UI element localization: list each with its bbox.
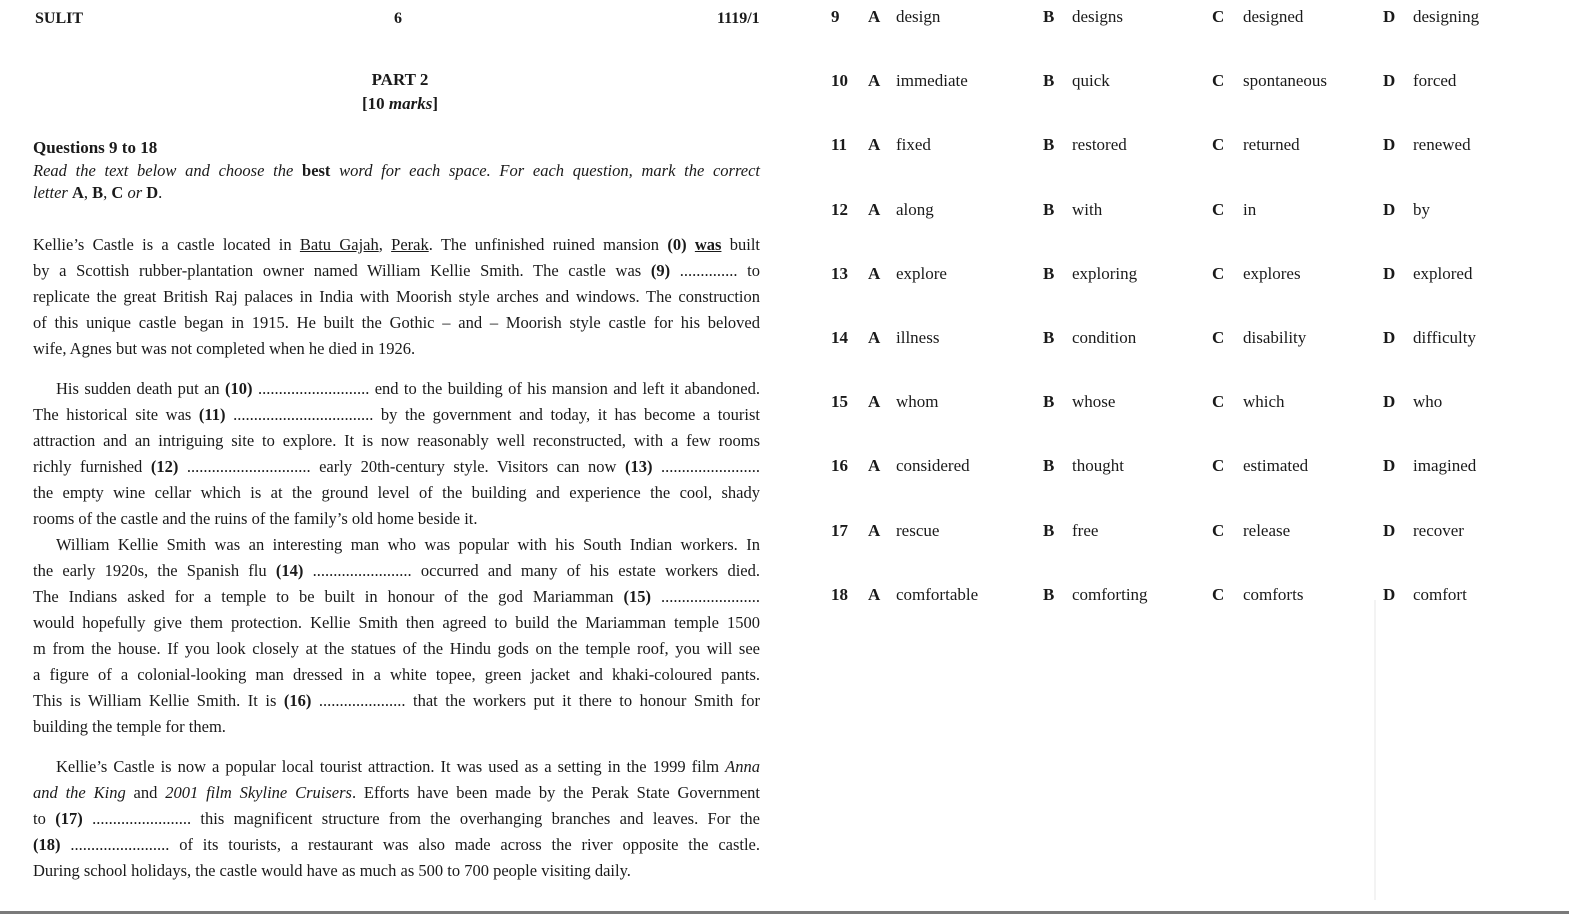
- blank-number: (0): [667, 235, 695, 254]
- option-letter: B: [1043, 520, 1055, 540]
- question-18: [0, 585, 1569, 609]
- text-segment: m from the house. If you look closely at the statues of the Hindu gods on the temple roof, you will see: [33, 639, 760, 658]
- option-text: considered: [896, 456, 970, 476]
- option-letter: B: [1043, 392, 1055, 412]
- option-letter: A: [868, 199, 881, 219]
- text-segment: word for each space. For each question, mark the correct: [330, 161, 761, 180]
- question-number: 18: [831, 584, 848, 604]
- text-segment: of this unique castle began in 1915. He built the Gothic – and – Moorish style castle for his beloved: [33, 313, 760, 332]
- option-letter: A: [868, 71, 881, 91]
- question-10: [0, 71, 1569, 95]
- question-number: 12: [831, 199, 848, 219]
- option-text: condition: [1072, 328, 1137, 347]
- option-letter: A: [868, 584, 881, 604]
- question-16: [0, 456, 1569, 480]
- blank-number: (14): [275, 561, 304, 580]
- option-text: which: [1243, 392, 1285, 412]
- text-line: [33, 688, 760, 714]
- option-text: rescue: [896, 520, 940, 540]
- text-segment: .............. to: [670, 261, 760, 280]
- text-segment: Kellie’s Castle is a castle located in: [33, 235, 300, 254]
- text-segment: .............................. early 20th-century style. Visitors can now: [178, 457, 625, 476]
- text-line: [33, 428, 760, 454]
- option-text: comfortable: [896, 584, 979, 604]
- text-segment: ,: [378, 235, 392, 254]
- text-segment: During school holidays, the castle would have as much as 500 to 700 people visiting daily.: [33, 861, 631, 880]
- text-line: [33, 832, 760, 858]
- scan-shade: [1374, 600, 1376, 900]
- blank-number: (15): [623, 587, 652, 606]
- option-letter: D: [1383, 328, 1396, 347]
- option-text: thought: [1072, 456, 1124, 476]
- passage-paragraph: [33, 754, 760, 884]
- text-line: [33, 714, 760, 740]
- option-text: explore: [896, 263, 947, 283]
- text-segment: The historical site was: [33, 405, 199, 424]
- text-segment: best: [302, 161, 331, 180]
- text-segment: ........................ occurred and many of his estate workers died.: [303, 561, 761, 580]
- text-segment: . Efforts have been made by the Perak State Government: [351, 783, 760, 802]
- blank-number: (16): [283, 691, 312, 710]
- marks-close: ]: [432, 94, 439, 113]
- option-letter: B: [1043, 71, 1055, 91]
- part-title: PART 2: [371, 70, 429, 89]
- instructions: [33, 160, 760, 204]
- option-text: designs: [1072, 7, 1123, 26]
- part-marks: [0, 94, 800, 114]
- option-letter: A: [868, 520, 881, 540]
- option-letter: D: [1383, 71, 1396, 91]
- text-segment: wife, Agnes but was not completed when he died in 1926.: [33, 339, 416, 358]
- option-letter: C: [1212, 520, 1225, 540]
- option-letter: C: [1212, 7, 1225, 26]
- option-text: who: [1413, 392, 1443, 412]
- text-segment: Perak: [391, 235, 429, 254]
- blank-number: (13): [624, 457, 653, 476]
- option-letter: B: [1043, 263, 1055, 283]
- text-line: [33, 858, 760, 884]
- marks-open: [10: [361, 94, 389, 113]
- option-text: forced: [1413, 71, 1457, 91]
- question-11: [0, 135, 1569, 159]
- option-text: free: [1072, 520, 1099, 540]
- text-segment: The Indians asked for a temple to be built in honour of the god Mariamman: [33, 587, 624, 606]
- text-line: [33, 160, 760, 182]
- option-letter: B: [1043, 328, 1055, 347]
- text-segment: William Kellie Smith was an interesting man who was popular with his South Indian workers. In: [56, 535, 760, 554]
- question-number: 13: [831, 263, 848, 283]
- option-letter: B: [1043, 199, 1055, 219]
- header-sulit: SULIT: [35, 10, 84, 27]
- text-segment: to: [33, 809, 56, 828]
- text-segment: letter: [33, 183, 72, 202]
- blank-number: (11): [198, 405, 226, 424]
- text-line: [33, 480, 760, 506]
- marks-label: marks: [388, 94, 433, 113]
- blank-number: (12): [150, 457, 179, 476]
- text-segment: ..................... that the workers put it there to honour Smith for: [311, 691, 761, 710]
- text-segment: building the temple for them.: [33, 717, 226, 736]
- text-segment: ,: [83, 183, 93, 202]
- text-segment: ........................ of its tourists, a restaurant was also made across the river opposite the castle.: [60, 835, 760, 854]
- option-text: in: [1243, 199, 1257, 219]
- option-letter: D: [1383, 392, 1396, 412]
- text-segment: and the King: [33, 783, 126, 802]
- text-line: [33, 232, 760, 258]
- option-text: by: [1413, 199, 1430, 219]
- question-number: 16: [831, 456, 848, 476]
- questions-heading: Questions 9 to 18: [33, 138, 158, 157]
- text-segment: C: [111, 183, 124, 202]
- option-text: explored: [1413, 263, 1473, 283]
- option-text: illness: [896, 328, 940, 347]
- text-segment: ........................ this magnificent structure from the overhanging branches and leaves. For the: [82, 809, 760, 828]
- option-letter: D: [1383, 135, 1396, 155]
- option-text: exploring: [1072, 263, 1138, 283]
- text-segment: Batu Gajah: [299, 235, 379, 254]
- question-12: [0, 200, 1569, 224]
- option-letter: A: [868, 7, 881, 26]
- text-line: [33, 636, 760, 662]
- text-segment: B: [92, 183, 104, 202]
- page-edge-rule: [0, 911, 1569, 914]
- text-segment: was: [694, 235, 722, 254]
- text-segment: Kellie’s Castle is now a popular local tourist attraction. It was used as a setting in the 1999 film: [56, 757, 726, 776]
- option-text: returned: [1243, 135, 1300, 155]
- option-letter: B: [1043, 456, 1055, 476]
- question-number: 14: [831, 328, 848, 347]
- text-segment: This is William Kellie Smith. It is: [33, 691, 284, 710]
- option-letter: C: [1212, 199, 1225, 219]
- option-letter: B: [1043, 7, 1055, 26]
- option-letter: D: [1383, 584, 1396, 604]
- text-segment: built: [721, 235, 760, 254]
- text-segment: ,: [103, 183, 112, 202]
- text-segment: richly furnished: [33, 457, 151, 476]
- text-segment: ........................: [652, 457, 760, 476]
- text-segment: by a Scottish rubber-plantation owner named William Kellie Smith. The castle was: [33, 261, 651, 280]
- question-number: 10: [831, 71, 848, 91]
- question-14: [0, 328, 1569, 352]
- option-text: release: [1243, 520, 1291, 540]
- option-text: quick: [1072, 71, 1110, 91]
- text-line: [33, 780, 760, 806]
- text-segment: ........................... end to the building of his mansion and left it abandoned.: [252, 379, 760, 398]
- text-segment: and: [125, 783, 166, 802]
- text-line: [33, 610, 760, 636]
- question-number: 9: [831, 7, 840, 26]
- option-text: designing: [1413, 7, 1480, 26]
- text-segment: 2001 film Skyline Cruisers: [165, 783, 352, 802]
- text-segment: the early 1920s, the Spanish flu: [33, 561, 276, 580]
- text-segment: D: [146, 183, 159, 202]
- option-letter: D: [1383, 199, 1396, 219]
- option-letter: C: [1212, 71, 1225, 91]
- option-letter: D: [1383, 520, 1396, 540]
- option-text: spontaneous: [1243, 71, 1328, 91]
- question-number: 11: [831, 135, 848, 155]
- option-letter: D: [1383, 7, 1396, 26]
- question-13: [0, 264, 1569, 288]
- text-segment: A: [71, 183, 84, 202]
- text-segment: ........................: [651, 587, 760, 606]
- option-text: fixed: [896, 135, 931, 155]
- blank-number: (9): [650, 261, 671, 280]
- option-text: disability: [1243, 328, 1307, 347]
- question-17: [0, 521, 1569, 545]
- option-text: whose: [1072, 392, 1116, 412]
- blank-number: (10): [225, 379, 253, 398]
- option-text: along: [896, 199, 934, 219]
- text-segment: would hopefully give them protection. Kellie Smith then agreed to build the Mariamman temple 1500: [33, 613, 760, 632]
- option-text: designed: [1243, 7, 1304, 26]
- option-letter: C: [1212, 456, 1225, 476]
- text-segment: Anna: [725, 757, 760, 776]
- text-line: [33, 806, 760, 832]
- text-segment: His sudden death put an: [56, 379, 226, 398]
- option-letter: A: [868, 328, 881, 347]
- blank-number: (18): [33, 835, 61, 854]
- option-text: renewed: [1413, 135, 1471, 155]
- question-number: 17: [831, 520, 848, 540]
- text-segment: rooms of the castle and the ruins of the family’s old home beside it.: [33, 509, 478, 528]
- option-letter: C: [1212, 135, 1225, 155]
- option-letter: B: [1043, 135, 1055, 155]
- text-segment: Read the text below and choose the: [33, 161, 303, 180]
- option-text: comforts: [1243, 584, 1304, 604]
- question-number: 15: [831, 392, 848, 412]
- passage-paragraph: [33, 532, 760, 740]
- option-text: restored: [1072, 135, 1127, 155]
- text-segment: replicate the great British Raj palaces in India with Moorish style arches and windows. The construction: [33, 287, 760, 306]
- option-text: design: [896, 7, 941, 26]
- text-segment: or: [123, 183, 147, 202]
- option-letter: A: [868, 456, 881, 476]
- question-9: [0, 7, 1569, 31]
- option-letter: A: [868, 392, 881, 412]
- text-segment: . The unfinished ruined mansion: [428, 235, 668, 254]
- option-letter: C: [1212, 328, 1225, 347]
- option-text: comforting: [1072, 584, 1148, 604]
- text-segment: a figure of a colonial-looking man dressed in a white topee, green jacket and khaki-coloured pants.: [33, 665, 760, 684]
- text-line: [33, 754, 760, 780]
- option-letter: B: [1043, 584, 1055, 604]
- option-text: estimated: [1243, 456, 1309, 476]
- option-letter: C: [1212, 263, 1225, 283]
- option-letter: A: [868, 263, 881, 283]
- option-letter: D: [1383, 263, 1396, 283]
- option-text: immediate: [896, 71, 968, 91]
- option-letter: C: [1212, 392, 1225, 412]
- text-segment: the empty wine cellar which is at the ground level of the building and experience the cool, shady: [33, 483, 760, 502]
- text-line: [33, 284, 760, 310]
- option-text: with: [1072, 199, 1103, 219]
- option-letter: C: [1212, 584, 1225, 604]
- text-segment: .................................. by the government and today, it has become a tourist: [225, 405, 760, 424]
- text-line: [33, 558, 760, 584]
- option-text: difficulty: [1413, 328, 1476, 347]
- option-letter: D: [1383, 456, 1396, 476]
- option-text: whom: [896, 392, 939, 412]
- blank-number: (17): [55, 809, 83, 828]
- page-number: 6: [394, 10, 402, 27]
- paper-code: 1119/1: [717, 10, 760, 27]
- option-text: imagined: [1413, 456, 1477, 476]
- option-text: explores: [1243, 263, 1301, 283]
- option-text: recover: [1413, 520, 1464, 540]
- text-line: [33, 662, 760, 688]
- text-segment: attraction and an intriguing site to explore. It is now reasonably well reconstructed, with a few rooms: [33, 431, 760, 450]
- text-segment: .: [158, 183, 163, 202]
- question-15: [0, 392, 1569, 416]
- option-text: comfort: [1413, 584, 1467, 604]
- option-letter: A: [868, 135, 881, 155]
